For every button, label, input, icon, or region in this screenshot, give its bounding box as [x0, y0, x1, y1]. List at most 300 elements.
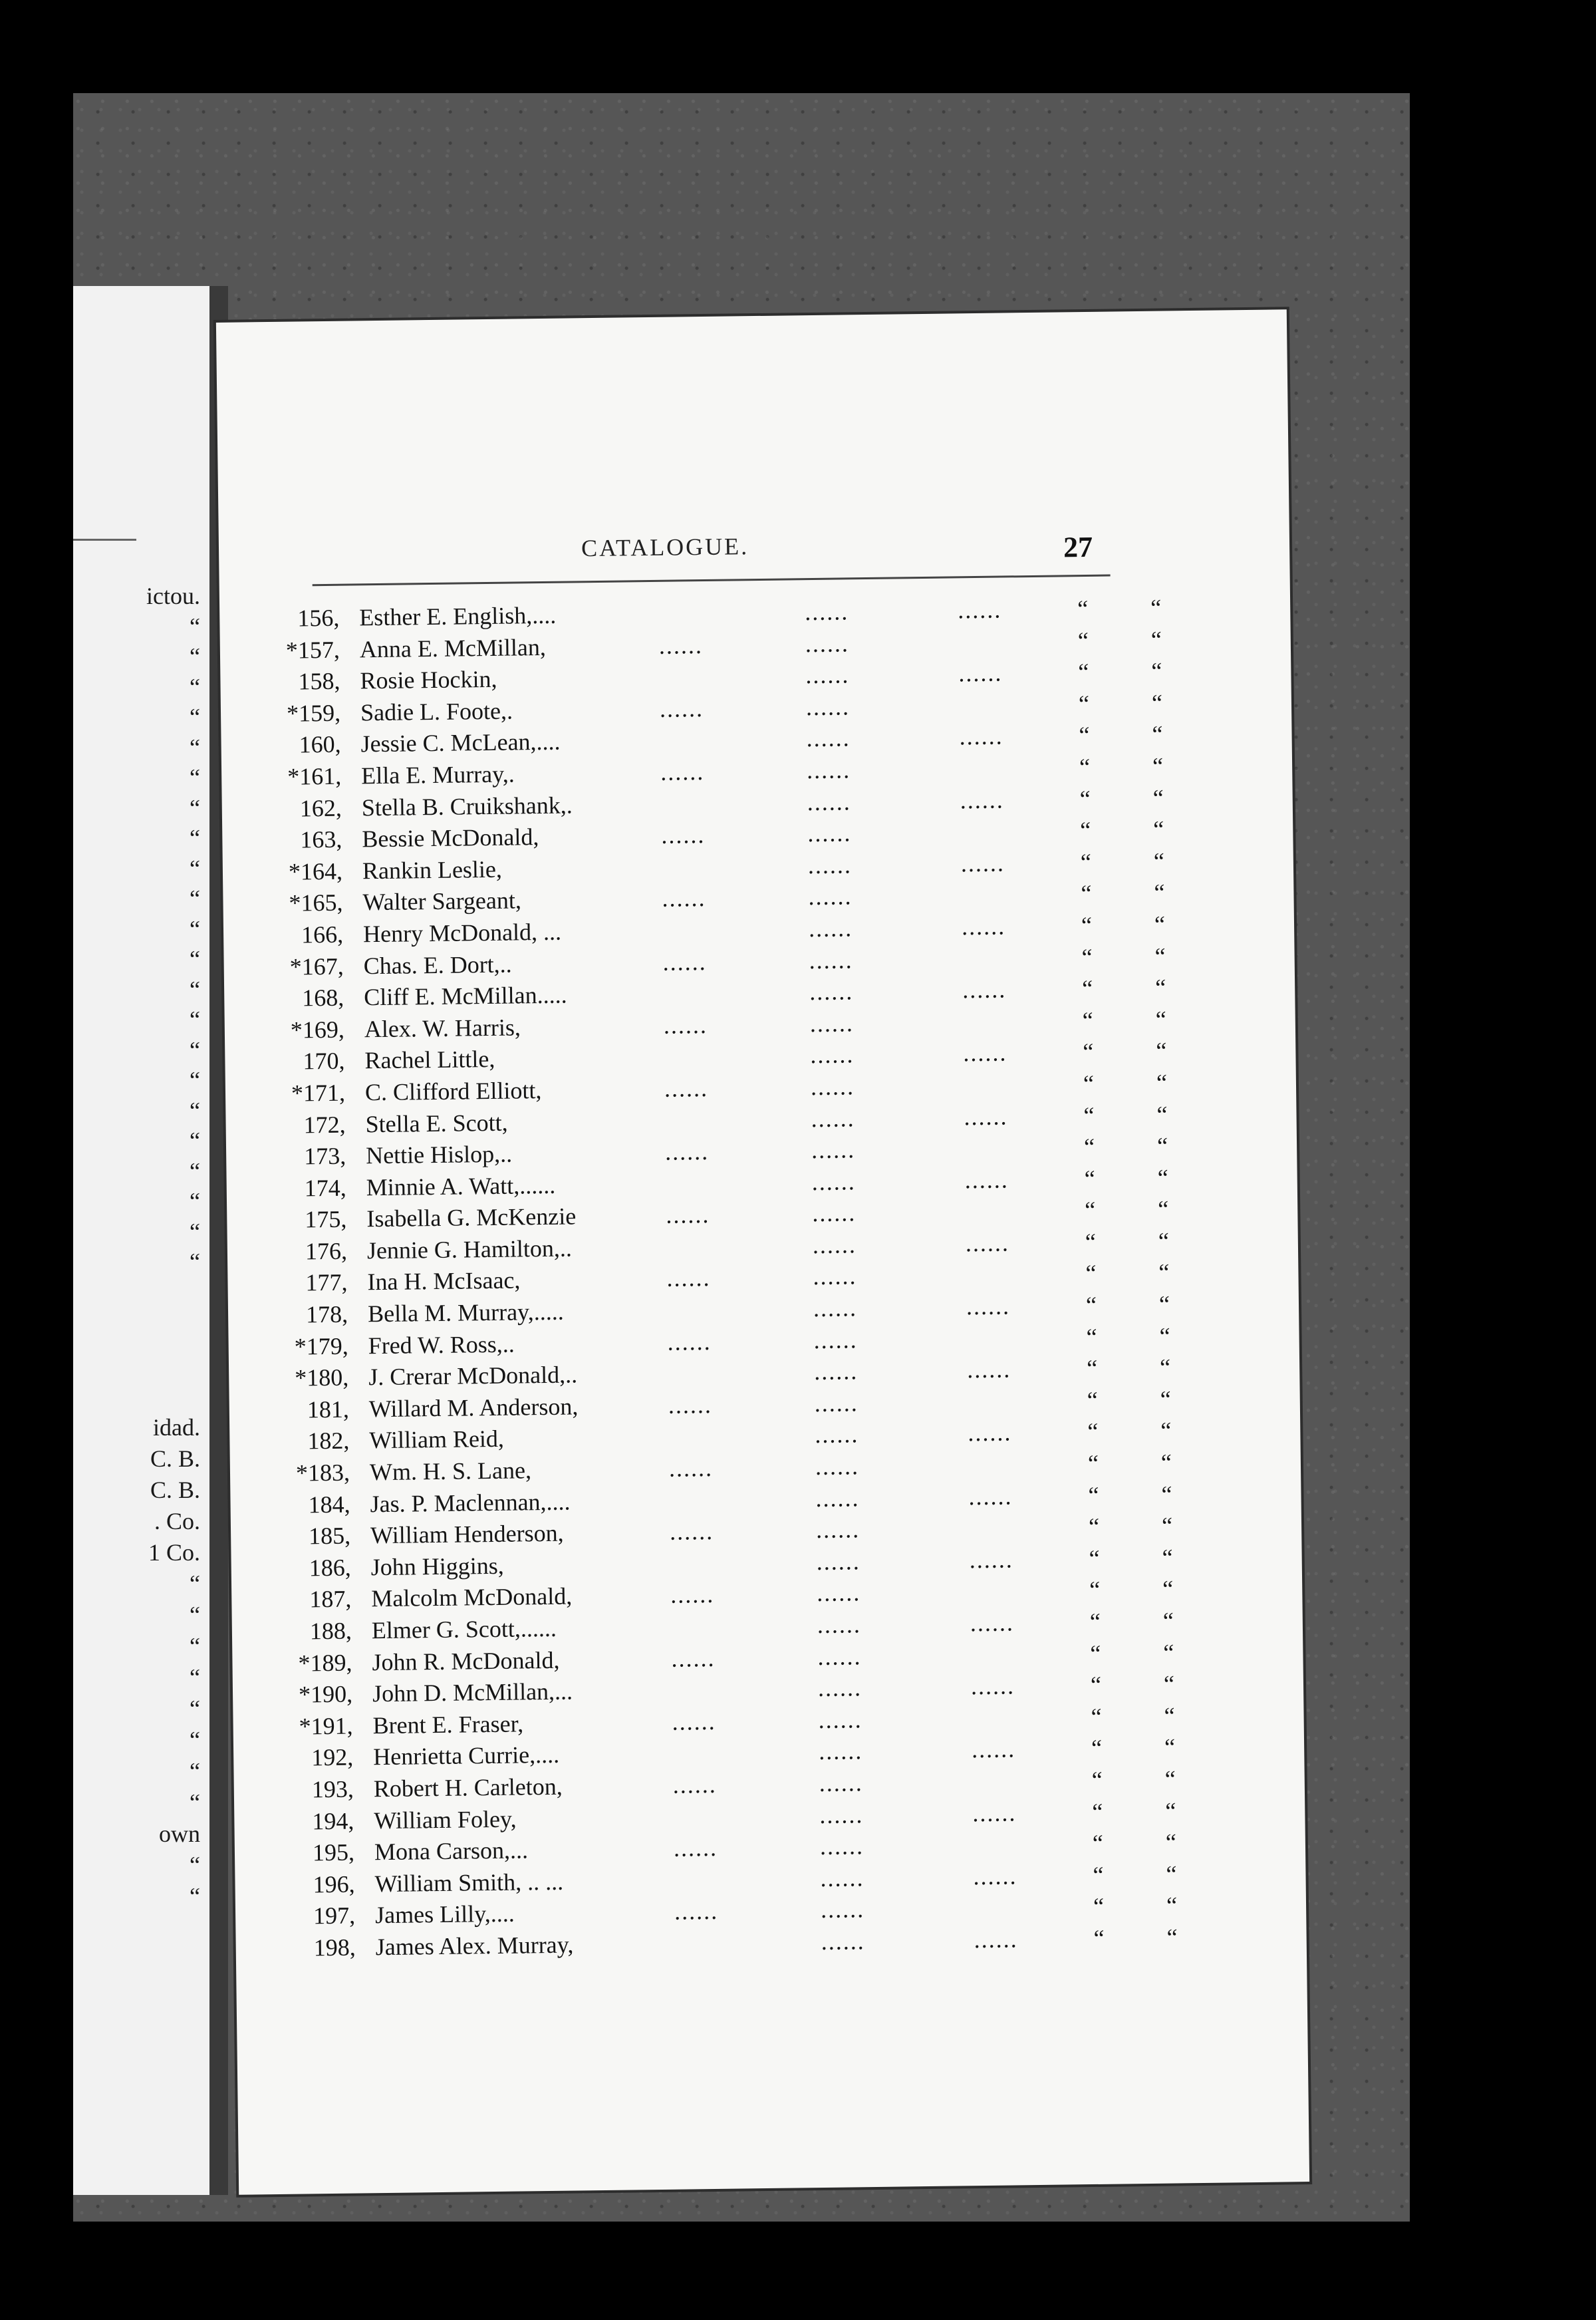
leader-dots: ...... — [807, 851, 853, 879]
leader-dots: ...... — [810, 1041, 855, 1069]
entry-number: *171, — [291, 1079, 346, 1107]
entry-name: Fred W. Ross,.. — [368, 1330, 515, 1359]
facing-page-fragment: “ — [190, 1789, 200, 1816]
ditto-mark: “ — [1150, 594, 1162, 621]
leader-dots: ...... — [968, 1419, 1012, 1447]
entry-name: Rachel Little, — [364, 1046, 495, 1074]
ditto-mark: “ — [1083, 1070, 1095, 1097]
leader-dots: ...... — [805, 661, 850, 689]
facing-page-fragment: “ — [190, 1218, 200, 1245]
entry-name: Esther E. English,.... — [359, 601, 557, 631]
ditto-mark: “ — [1082, 1006, 1094, 1034]
entry-number: *161, — [287, 762, 342, 790]
entry-name: William Reid, — [369, 1425, 505, 1454]
ditto-mark: “ — [1163, 1639, 1174, 1666]
leader-dots: ...... — [807, 819, 852, 847]
entry-name: Bella M. Murray,..... — [367, 1298, 564, 1328]
facing-page-fragment: 1 Co. — [148, 1539, 200, 1566]
facing-page-fragment: “ — [190, 825, 200, 851]
ditto-mark: “ — [1152, 752, 1164, 780]
ditto-mark: “ — [1091, 1766, 1103, 1793]
ditto-mark: “ — [1089, 1608, 1101, 1636]
facing-page-fragment: “ — [190, 734, 200, 761]
entry-name: Stella B. Cruikshank,. — [361, 792, 573, 821]
entry-name: Jas. P. Maclennan,.... — [370, 1488, 571, 1517]
entry-number: *169, — [290, 1016, 345, 1044]
entry-name: Wm. H. S. Lane, — [369, 1457, 532, 1486]
entry-number: *159, — [286, 699, 341, 727]
entry-number: *165, — [289, 889, 343, 917]
ditto-mark: “ — [1080, 848, 1092, 875]
ditto-mark: “ — [1083, 1101, 1095, 1129]
ditto-mark: “ — [1077, 627, 1089, 654]
leader-dots: ...... — [808, 883, 853, 911]
ditto-mark: “ — [1159, 1354, 1171, 1381]
ditto-mark: “ — [1160, 1417, 1172, 1445]
leader-dots: ...... — [810, 1073, 855, 1101]
ditto-mark: “ — [1156, 1037, 1167, 1065]
facing-page-fragment: “ — [190, 855, 200, 882]
leader-dots: ...... — [964, 1102, 1008, 1130]
facing-page-fragment: “ — [190, 976, 200, 1003]
ditto-mark: “ — [1164, 1702, 1175, 1729]
ditto-mark: “ — [1084, 1165, 1095, 1192]
ditto-mark: “ — [1156, 1069, 1168, 1096]
leader-dots: ...... — [817, 1579, 861, 1607]
ditto-mark: “ — [1153, 815, 1164, 843]
page-number: 27 — [1063, 530, 1093, 564]
leader-dots: ...... — [662, 948, 707, 976]
ditto-mark: “ — [1164, 1765, 1176, 1793]
leader-dots: ...... — [815, 1484, 860, 1512]
ditto-mark: “ — [1161, 1481, 1172, 1508]
leader-dots: ...... — [674, 1898, 719, 1926]
ditto-mark: “ — [1160, 1385, 1171, 1413]
ditto-mark: “ — [1083, 1038, 1094, 1066]
leader-dots: ...... — [805, 598, 849, 626]
entry-name: Ina H. McIsaac, — [367, 1266, 521, 1296]
leader-dots: ...... — [668, 1391, 713, 1419]
entry-number: 194, — [312, 1807, 354, 1834]
facing-page-fragment: “ — [190, 1602, 200, 1628]
ditto-mark: “ — [1158, 1290, 1170, 1318]
entry-name: Rosie Hockin, — [360, 666, 497, 694]
leader-dots: ...... — [662, 885, 706, 913]
running-head: CATALOGUE. — [581, 533, 749, 562]
ditto-mark: “ — [1086, 1355, 1098, 1382]
ditto-mark: “ — [1079, 785, 1091, 812]
ditto-mark: “ — [1080, 817, 1091, 844]
ditto-mark: “ — [1152, 784, 1164, 811]
ditto-mark: “ — [1165, 1797, 1176, 1824]
leader-dots: ...... — [809, 946, 853, 974]
entry-number: *167, — [289, 952, 344, 980]
leader-dots: ...... — [968, 1483, 1013, 1510]
entry-name: Ella E. Murray,. — [360, 760, 515, 790]
leader-dots: ...... — [811, 1104, 855, 1132]
leader-dots: ...... — [819, 1801, 864, 1828]
entry-number: 175, — [305, 1205, 347, 1233]
leader-dots: ...... — [973, 1862, 1017, 1890]
leader-dots: ...... — [813, 1262, 857, 1290]
entry-name: Willard M. Anderson, — [368, 1393, 579, 1423]
facing-page-fragment: C. B. — [150, 1445, 200, 1472]
ditto-mark: “ — [1078, 690, 1090, 717]
entry-name: Anna E. McMillan, — [359, 633, 547, 662]
ditto-mark: “ — [1087, 1449, 1099, 1477]
ditto-mark: “ — [1079, 753, 1091, 781]
entry-number: 163, — [300, 825, 342, 853]
ditto-mark: “ — [1156, 1101, 1168, 1128]
ditto-mark: “ — [1089, 1544, 1100, 1572]
entry-number: 162, — [299, 794, 342, 822]
leader-dots: ...... — [663, 1011, 708, 1039]
entry-number: *190, — [298, 1680, 353, 1708]
leader-dots: ...... — [809, 978, 854, 1006]
leader-dots: ...... — [813, 1358, 859, 1385]
facing-page-fragment: “ — [190, 1248, 200, 1275]
ditto-mark: “ — [1092, 1798, 1103, 1825]
ditto-mark: “ — [1162, 1575, 1174, 1603]
leader-dots: ...... — [972, 1799, 1017, 1826]
leader-dots: ...... — [970, 1609, 1015, 1637]
leader-dots: ...... — [820, 1896, 865, 1924]
leader-dots: ...... — [817, 1642, 862, 1670]
entry-number: 184, — [308, 1491, 350, 1519]
ditto-mark: “ — [1154, 942, 1166, 970]
leader-dots: ...... — [815, 1421, 859, 1449]
ditto-mark: “ — [1088, 1513, 1100, 1540]
leader-dots: ...... — [805, 629, 850, 657]
leader-dots: ...... — [817, 1611, 862, 1639]
leader-dots: ...... — [971, 1735, 1016, 1763]
leader-dots: ...... — [820, 1864, 864, 1892]
ditto-mark: “ — [1158, 1227, 1170, 1254]
entry-name: John D. McMillan,... — [372, 1677, 573, 1707]
entry-name: Nettie Hislop,.. — [365, 1140, 513, 1169]
facing-page-fragment: “ — [190, 1633, 200, 1660]
leader-dots: ...... — [805, 693, 851, 720]
entry-name: John R. McDonald, — [372, 1646, 560, 1675]
ditto-mark: “ — [1165, 1828, 1177, 1856]
entry-name: Rankin Leslie, — [362, 855, 503, 885]
facing-page-fragment: “ — [190, 613, 200, 640]
ditto-mark: “ — [1150, 626, 1162, 653]
ditto-mark: “ — [1093, 1924, 1105, 1952]
leader-dots: ...... — [964, 1166, 1009, 1193]
ditto-mark: “ — [1157, 1164, 1168, 1191]
leader-dots: ...... — [821, 1928, 865, 1955]
facing-page-fragment: “ — [190, 1570, 200, 1597]
facing-page-fragment: “ — [190, 1758, 200, 1785]
leader-dots: ...... — [671, 1644, 716, 1672]
leader-dots: ...... — [667, 1328, 712, 1356]
leader-dots: ...... — [814, 1389, 859, 1417]
entry-number: 168, — [302, 984, 344, 1012]
ditto-mark: “ — [1085, 1197, 1096, 1224]
ditto-mark: “ — [1092, 1829, 1104, 1857]
ditto-mark: “ — [1166, 1924, 1178, 1951]
entry-number: *183, — [295, 1459, 350, 1487]
facing-page-fragment: “ — [190, 704, 200, 730]
entry-number: 177, — [305, 1269, 348, 1296]
ditto-mark: “ — [1155, 1006, 1166, 1033]
entry-number: 174, — [304, 1174, 347, 1202]
leader-dots: ...... — [809, 1010, 855, 1037]
leader-dots: ...... — [815, 1516, 861, 1544]
leader-dots: ...... — [963, 1039, 1007, 1067]
ditto-mark: “ — [1151, 689, 1163, 716]
ditto-mark: “ — [1156, 1132, 1168, 1159]
entry-name: Jennie G. Hamilton,.. — [366, 1234, 573, 1264]
catalogue-list — [219, 592, 1307, 1966]
leader-dots: ...... — [813, 1294, 858, 1322]
entry-name: Sadie L. Foote,. — [360, 697, 513, 726]
entry-name: Jessie C. McLean,.... — [360, 728, 561, 758]
leader-dots: ...... — [670, 1581, 715, 1609]
entry-number: 188, — [309, 1617, 352, 1645]
facing-page-fragment: “ — [190, 1006, 200, 1033]
ditto-mark: “ — [1090, 1640, 1101, 1667]
ditto-mark: “ — [1081, 880, 1092, 907]
facing-page-fragment: “ — [190, 1188, 200, 1215]
ditto-mark: “ — [1162, 1544, 1173, 1571]
facing-page-fragment: “ — [190, 1664, 200, 1691]
leader-dots: ...... — [672, 1771, 718, 1799]
entry-name: Henry McDonald, ... — [362, 918, 562, 948]
facing-page-fragment: “ — [190, 673, 200, 700]
facing-page-fragment: “ — [190, 946, 200, 972]
entry-number: 160, — [299, 731, 341, 758]
entry-name: Stella E. Scott, — [365, 1109, 508, 1137]
facing-page-fragment: . Co. — [154, 1508, 200, 1534]
facing-page-fragment: “ — [190, 915, 200, 942]
entry-number: 182, — [307, 1427, 350, 1455]
leader-dots: ...... — [819, 1769, 864, 1797]
entry-name: Walter Sargeant, — [362, 887, 522, 916]
entry-number: 193, — [311, 1775, 354, 1803]
ditto-mark: “ — [1085, 1260, 1097, 1287]
leader-dots: ...... — [966, 1356, 1011, 1383]
facing-page-fragment: “ — [190, 1127, 200, 1154]
entry-name: Minnie A. Watt,...... — [366, 1171, 556, 1201]
facing-page-fragment: “ — [190, 1883, 200, 1910]
ditto-mark: “ — [1166, 1860, 1177, 1888]
leader-dots: ...... — [960, 786, 1004, 813]
leader-dots: ...... — [957, 596, 1002, 624]
entry-number: 196, — [313, 1870, 355, 1898]
ditto-mark: “ — [1087, 1386, 1098, 1413]
facing-page-fragment: “ — [190, 643, 200, 670]
entry-name: William Smith, .. ... — [374, 1868, 564, 1897]
ditto-mark: “ — [1090, 1671, 1102, 1699]
ditto-mark: “ — [1093, 1861, 1104, 1888]
leader-dots: ...... — [812, 1231, 857, 1258]
leader-dots: ...... — [659, 694, 704, 722]
leader-dots: ...... — [813, 1326, 858, 1354]
ditto-mark: “ — [1088, 1481, 1099, 1509]
leader-dots: ...... — [661, 821, 706, 849]
ditto-mark: “ — [1091, 1735, 1103, 1762]
facing-page-fragment: “ — [190, 1695, 200, 1722]
facing-page-fragment: “ — [190, 1067, 200, 1093]
entry-name: James Lilly,.... — [374, 1900, 515, 1929]
leader-dots: ...... — [673, 1834, 718, 1862]
facing-page-fragment: “ — [190, 1036, 200, 1064]
leader-dots: ...... — [806, 756, 851, 784]
entry-name: Elmer G. Scott,...... — [371, 1614, 557, 1644]
leader-dots: ...... — [974, 1926, 1018, 1954]
header-rule — [313, 575, 1111, 587]
ditto-mark: “ — [1085, 1291, 1097, 1319]
entry-name: William Henderson, — [370, 1519, 564, 1549]
leader-dots: ...... — [959, 722, 1003, 750]
facing-page-rule — [73, 539, 136, 541]
entry-number: 172, — [303, 1111, 346, 1138]
leader-dots: ...... — [815, 1453, 860, 1481]
leader-dots: ...... — [961, 913, 1006, 941]
ditto-mark: “ — [1089, 1576, 1101, 1604]
leader-dots: ...... — [664, 1138, 710, 1165]
entry-number: 186, — [309, 1554, 351, 1582]
ditto-mark: “ — [1163, 1670, 1175, 1697]
ditto-mark: “ — [1158, 1259, 1170, 1286]
ditto-mark: “ — [1078, 658, 1089, 686]
facing-page-fragment: “ — [190, 764, 200, 791]
entry-number: *189, — [298, 1649, 352, 1677]
entry-number: 170, — [303, 1047, 345, 1075]
leader-dots: ...... — [668, 1454, 714, 1482]
facing-page-fragment: “ — [190, 1852, 200, 1878]
ditto-mark: “ — [1154, 911, 1166, 938]
entry-name: Mona Carson,... — [374, 1836, 529, 1866]
entry-name: Malcolm McDonald, — [371, 1582, 573, 1612]
facing-page-fragment: “ — [190, 1727, 200, 1753]
ditto-mark: “ — [1159, 1322, 1170, 1350]
ditto-mark: “ — [1154, 879, 1165, 907]
entry-number: *179, — [294, 1332, 348, 1360]
entry-number: 166, — [301, 921, 344, 948]
entry-number: 176, — [305, 1237, 348, 1265]
ditto-mark: “ — [1153, 847, 1165, 875]
facing-page-fragment: own — [159, 1820, 200, 1847]
facing-page-fragment: “ — [190, 1097, 200, 1124]
facing-page-fragment: idad. — [153, 1414, 200, 1441]
entry-number: 158, — [298, 667, 340, 695]
ditto-mark: “ — [1079, 722, 1090, 749]
ditto-mark: “ — [1077, 595, 1089, 623]
entry-number: 173, — [303, 1142, 346, 1170]
entry-name: John Higgins, — [370, 1552, 505, 1581]
entry-name: James Alex. Murray, — [375, 1931, 574, 1961]
entry-number: 195, — [312, 1838, 355, 1866]
leader-dots: ...... — [965, 1229, 1010, 1257]
entry-name: Brent E. Fraser, — [372, 1710, 524, 1739]
leader-dots: ...... — [666, 1264, 711, 1292]
facing-page-fragment: “ — [190, 885, 200, 912]
ditto-mark: “ — [1158, 1195, 1169, 1223]
entry-number: 156, — [297, 604, 340, 632]
entry-name: Bessie McDonald, — [362, 823, 539, 853]
entry-number: 181, — [307, 1395, 350, 1423]
leader-dots: ...... — [664, 1074, 709, 1102]
leader-dots: ...... — [658, 631, 704, 659]
ditto-mark: “ — [1091, 1703, 1102, 1730]
ditto-mark: “ — [1161, 1512, 1173, 1539]
entry-name: Cliff E. McMillan..... — [364, 981, 567, 1011]
ditto-mark: “ — [1152, 720, 1163, 748]
entry-number: *157, — [285, 636, 340, 664]
entry-number: *164, — [288, 857, 343, 885]
ditto-mark: “ — [1083, 1133, 1095, 1161]
ditto-mark: “ — [1160, 1449, 1172, 1476]
leader-dots: ...... — [669, 1518, 714, 1545]
catalogue-page — [216, 309, 1309, 2194]
ditto-mark: “ — [1164, 1733, 1176, 1761]
leader-dots: ...... — [816, 1548, 861, 1575]
scan-background — [73, 93, 1410, 2222]
entry-name: Alex. W. Harris, — [364, 1014, 521, 1043]
entry-name: J. Crerar McDonald,.. — [368, 1361, 578, 1391]
entry-name: Isabella G. McKenzie — [366, 1203, 577, 1232]
facing-page-fragment: C. B. — [150, 1477, 200, 1503]
leader-dots: ...... — [672, 1707, 716, 1735]
ditto-mark: “ — [1085, 1228, 1097, 1255]
ditto-mark: “ — [1162, 1607, 1174, 1634]
entry-name: C. Clifford Elliott, — [364, 1076, 542, 1106]
leader-dots: ...... — [818, 1706, 863, 1733]
facing-page-fragment: “ — [190, 1157, 200, 1185]
facing-page-edge — [73, 286, 228, 2195]
leader-dots: ...... — [958, 659, 1003, 687]
leader-dots: ...... — [818, 1737, 863, 1765]
ditto-mark: “ — [1154, 974, 1166, 1001]
leader-dots: ...... — [969, 1546, 1013, 1574]
ditto-mark: “ — [1087, 1418, 1099, 1445]
leader-dots: ...... — [960, 849, 1005, 877]
leader-dots: ...... — [962, 976, 1007, 1004]
ditto-mark: “ — [1081, 943, 1093, 970]
entry-name: Robert H. Carleton, — [373, 1773, 563, 1803]
entry-number: 198, — [313, 1934, 356, 1961]
leader-dots: ...... — [817, 1674, 863, 1702]
leader-dots: ...... — [807, 788, 851, 815]
leader-dots: ...... — [808, 915, 853, 942]
entry-number: 185, — [308, 1522, 351, 1550]
ditto-mark: “ — [1093, 1893, 1105, 1920]
leader-dots: ...... — [811, 1167, 856, 1195]
facing-page-fragment: ictou. — [146, 583, 200, 609]
ditto-mark: “ — [1166, 1892, 1178, 1919]
leader-dots: ...... — [819, 1832, 864, 1860]
entry-number: 197, — [313, 1902, 356, 1930]
entry-number: 187, — [309, 1586, 352, 1613]
ditto-mark: “ — [1151, 657, 1162, 684]
entry-number: 178, — [305, 1300, 348, 1328]
entry-number: 192, — [311, 1743, 354, 1771]
facing-page-fragment: “ — [190, 794, 200, 821]
leader-dots: ...... — [811, 1136, 856, 1164]
leader-dots: ...... — [966, 1292, 1011, 1320]
entry-name: Henrietta Currie,.... — [372, 1741, 560, 1771]
leader-dots: ...... — [806, 724, 851, 752]
leader-dots: ...... — [970, 1672, 1015, 1700]
ditto-mark: “ — [1081, 911, 1093, 939]
entry-number: *180, — [295, 1364, 349, 1391]
entry-name: William Foley, — [374, 1805, 517, 1834]
entry-name: Chas. E. Dort,.. — [363, 950, 512, 979]
leader-dots: ...... — [660, 758, 705, 786]
